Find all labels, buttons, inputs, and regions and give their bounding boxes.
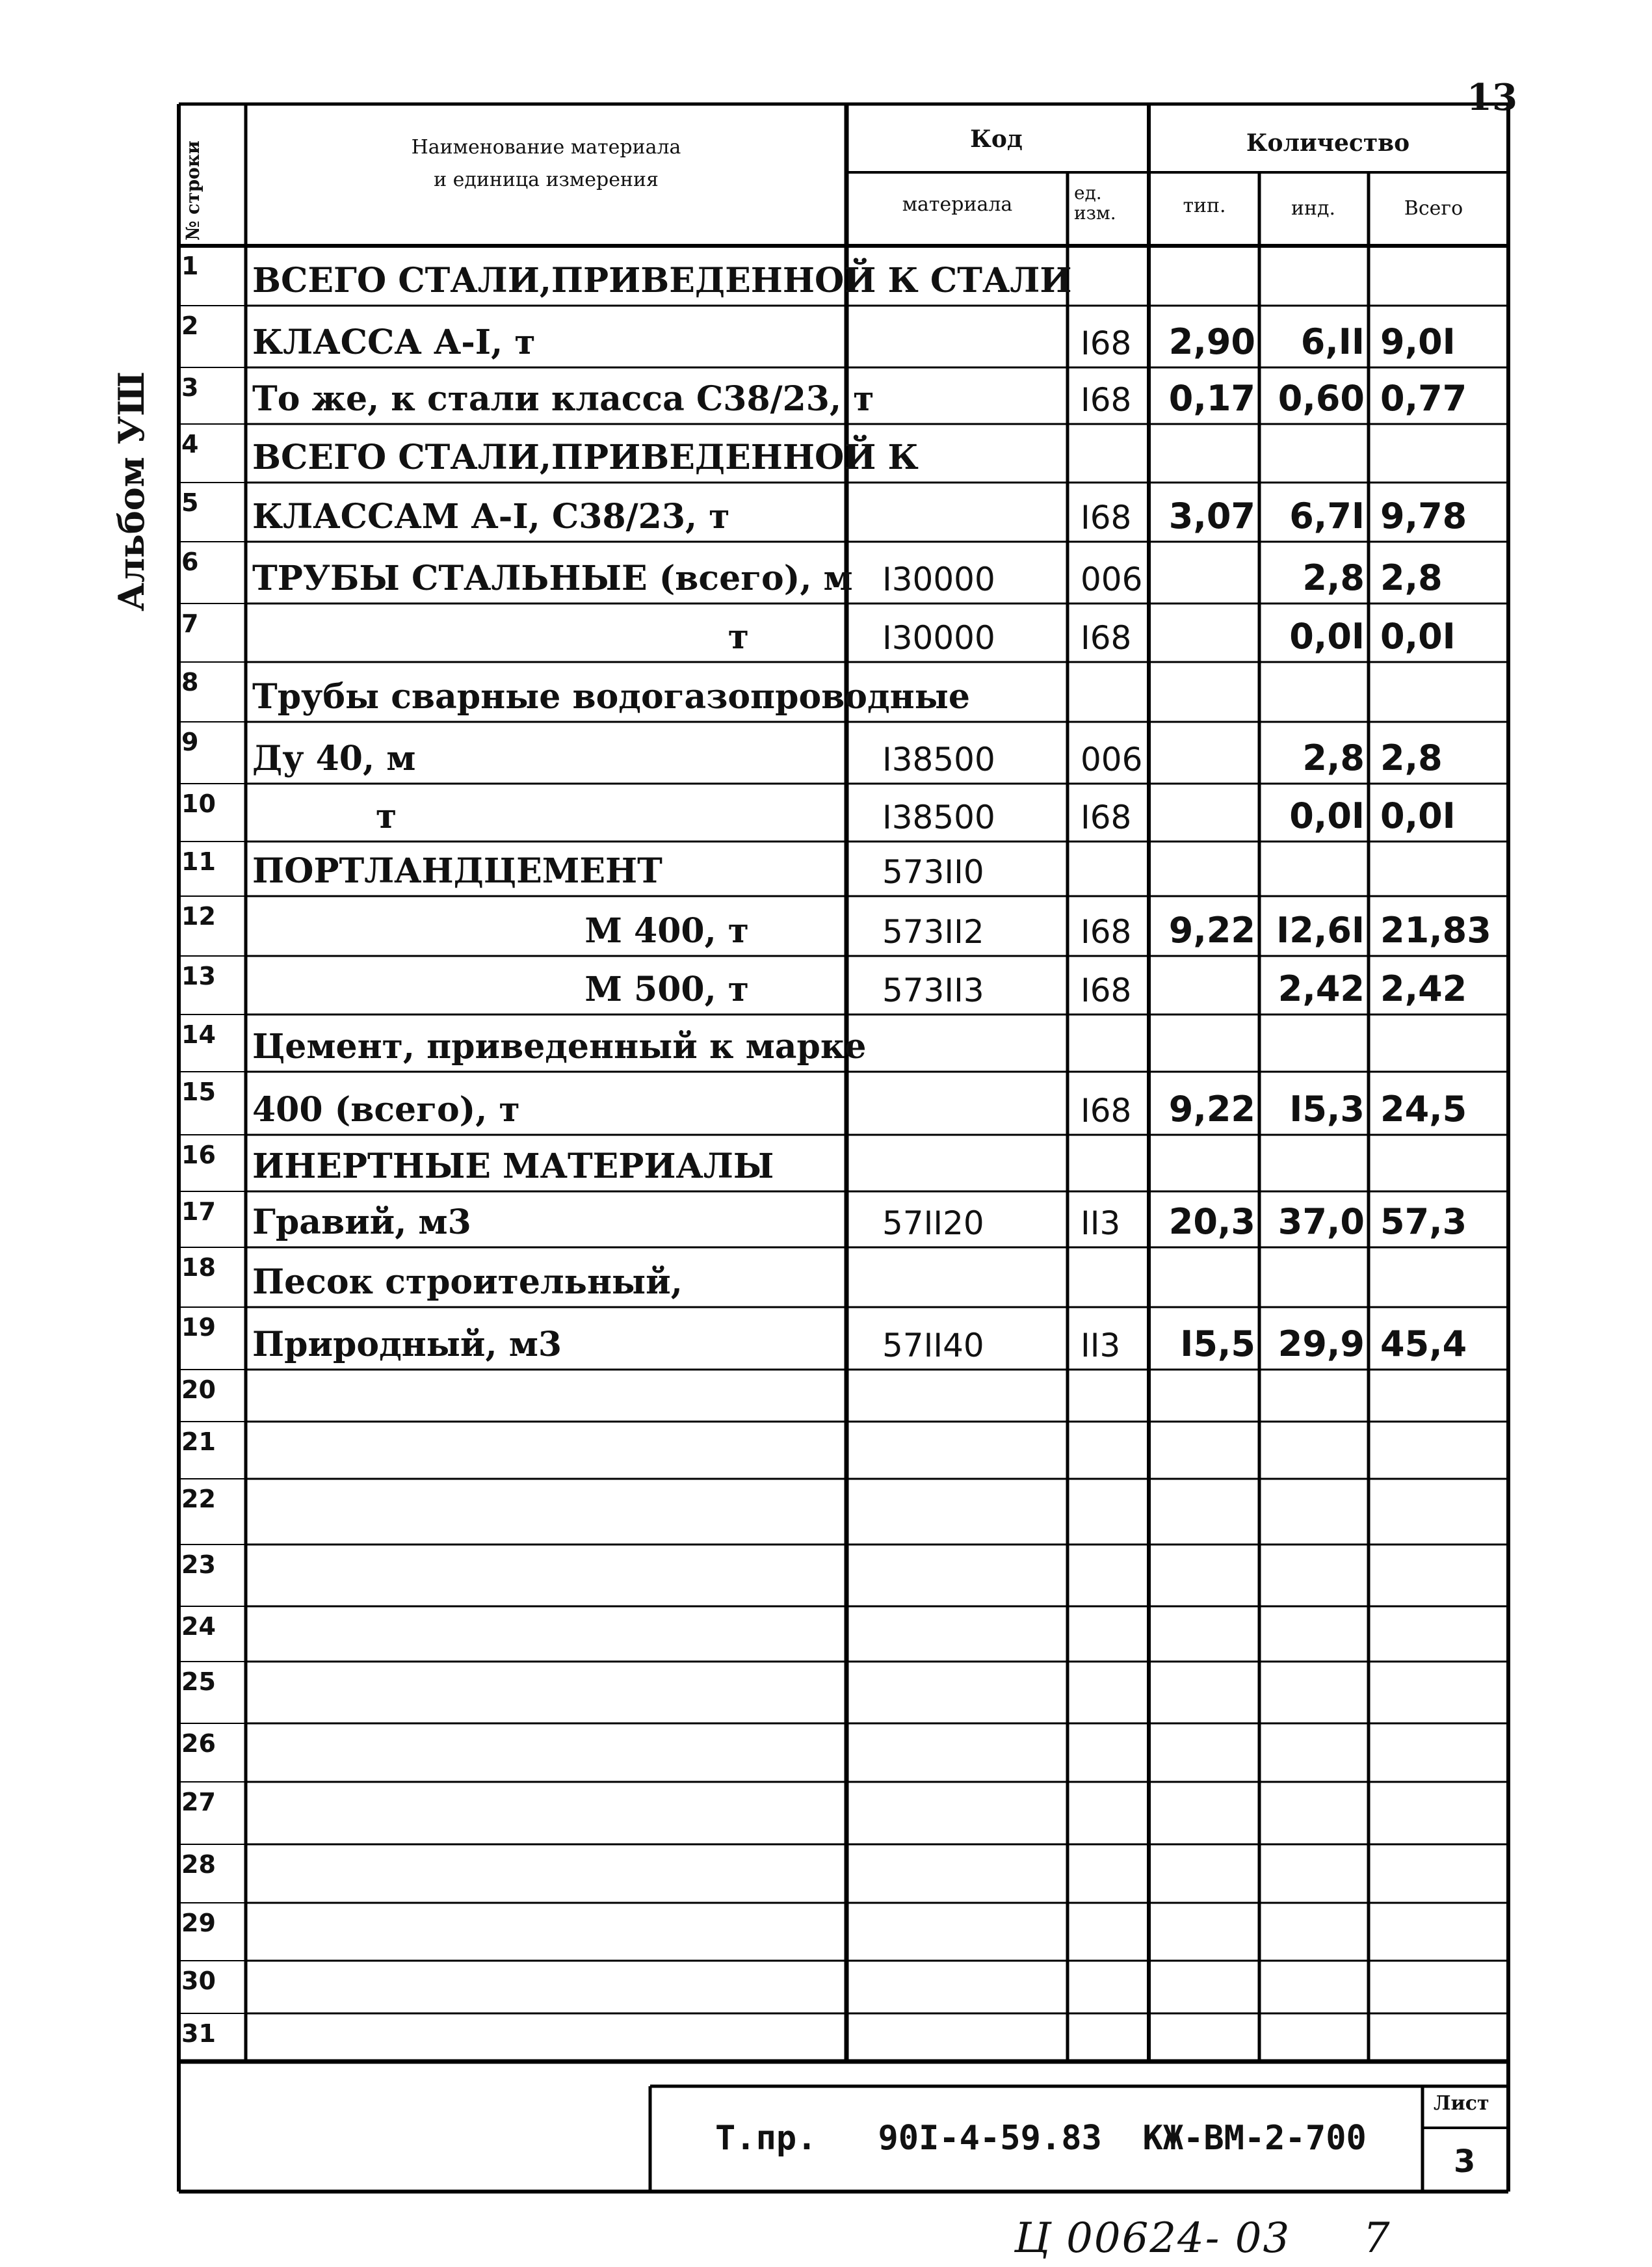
row-number: 19 <box>181 1313 216 1342</box>
row-qty-ind: 0,0I <box>1289 795 1365 836</box>
row-number: 5 <box>181 488 199 517</box>
row-number: 2 <box>181 312 199 340</box>
row-number: 27 <box>181 1788 216 1816</box>
row-number: 16 <box>181 1141 216 1169</box>
row-material-code: 573II3 <box>882 972 984 1009</box>
row-material-name: Гравий, м3 <box>252 1202 471 1242</box>
sheet-label: Лист <box>1434 2092 1489 2115</box>
row-material-name: М 400, т <box>584 911 749 951</box>
row-number: 7 <box>181 609 199 638</box>
row-qty-ind: 2,8 <box>1302 557 1365 598</box>
album-label: Альбом УШ <box>111 371 152 611</box>
row-qty-ind: 29,9 <box>1278 1323 1365 1364</box>
row-qty-ind: 37,0 <box>1278 1201 1365 1242</box>
row-material-name: Природный, м3 <box>252 1325 562 1364</box>
row-number: 21 <box>181 1427 216 1456</box>
row-number: 26 <box>181 1729 216 1758</box>
row-qty-ind: 6,7I <box>1289 496 1365 537</box>
row-qty-typ: I5,5 <box>1180 1323 1255 1364</box>
row-unit-code: II3 <box>1081 1327 1121 1364</box>
row-qty-typ: 9,22 <box>1168 910 1255 951</box>
row-number: 25 <box>181 1667 216 1696</box>
row-material-name: КЛАССА А-I, т <box>252 323 536 362</box>
row-unit-code: I68 <box>1081 913 1132 951</box>
row-qty-total: 0,0I <box>1380 616 1456 657</box>
row-qty-typ: 9,22 <box>1168 1089 1255 1130</box>
header-row-number: № строки <box>182 140 203 241</box>
row-number: 18 <box>181 1253 216 1282</box>
row-material-code: 573II2 <box>882 913 984 951</box>
row-number: 6 <box>181 548 199 576</box>
row-qty-total: 2,8 <box>1380 737 1443 778</box>
row-qty-total: 9,78 <box>1380 496 1467 537</box>
header-quantity: Количество <box>1246 129 1410 157</box>
row-qty-typ: 2,90 <box>1168 321 1255 362</box>
row-qty-total: 45,4 <box>1380 1323 1467 1364</box>
row-material-code: 57II40 <box>882 1327 984 1364</box>
row-number: 20 <box>181 1375 216 1404</box>
row-material-name: ИНЕРТНЫЕ МАТЕРИАЛЫ <box>252 1147 774 1186</box>
row-unit-code: I68 <box>1081 972 1132 1009</box>
row-material-name: т <box>728 617 749 657</box>
row-unit-code: I68 <box>1081 499 1132 537</box>
row-qty-total: 2,8 <box>1380 557 1443 598</box>
row-number: 29 <box>181 1909 216 1937</box>
row-number: 12 <box>181 902 216 931</box>
row-number: 10 <box>181 789 216 818</box>
row-material-name: ТРУБЫ СТАЛЬНЫЕ (всего), м <box>252 559 853 598</box>
sheet-number: 3 <box>1454 2143 1476 2180</box>
row-unit-code: I68 <box>1081 325 1132 362</box>
row-number: 13 <box>181 962 216 990</box>
row-qty-total: 0,0I <box>1380 795 1456 836</box>
row-unit-code: 006 <box>1081 741 1143 778</box>
row-number: 22 <box>181 1485 216 1513</box>
row-material-code: I30000 <box>882 561 995 598</box>
row-material-name: КЛАССАМ А-I, С38/23, т <box>252 497 730 537</box>
row-qty-total: 2,42 <box>1380 968 1467 1009</box>
row-qty-ind: 0,60 <box>1278 378 1365 419</box>
row-qty-typ: 0,17 <box>1168 378 1255 419</box>
row-material-code: I38500 <box>882 799 995 836</box>
row-number: 8 <box>181 668 199 696</box>
row-qty-ind: 6,II <box>1300 321 1365 362</box>
row-unit-code: I68 <box>1081 381 1132 419</box>
row-qty-ind: 2,8 <box>1302 737 1365 778</box>
header-quantity-typ: тип. <box>1183 194 1226 217</box>
row-number: 4 <box>181 430 199 458</box>
header-name-line1: Наименование материала <box>411 136 681 159</box>
row-qty-total: 24,5 <box>1380 1089 1467 1130</box>
header-code: Код <box>970 126 1023 153</box>
row-material-code: I30000 <box>882 619 995 657</box>
row-number: 9 <box>181 728 199 756</box>
row-number: 24 <box>181 1612 216 1641</box>
row-material-name: Трубы сварные водогазопроводные <box>252 677 970 717</box>
row-qty-total: 9,0I <box>1380 321 1456 362</box>
header-quantity-ind: инд. <box>1291 197 1335 220</box>
header-quantity-total: Всего <box>1404 197 1463 220</box>
row-number: 3 <box>181 373 199 402</box>
header-code-unit: ед. изм. <box>1074 182 1116 224</box>
row-number: 1 <box>181 252 199 280</box>
row-qty-ind: I2,6I <box>1276 910 1365 951</box>
row-qty-ind: 0,0I <box>1289 616 1365 657</box>
row-unit-code: II3 <box>1081 1204 1121 1242</box>
row-material-name: М 500, т <box>584 970 749 1009</box>
row-material-name: ПОРТЛАНДЦЕМЕНТ <box>252 851 662 891</box>
row-material-name: ВСЕГО СТАЛИ,ПРИВЕДЕННОЙ К СТАЛИ <box>252 261 1072 300</box>
row-qty-ind: I5,3 <box>1289 1089 1365 1130</box>
row-number: 17 <box>181 1197 216 1226</box>
row-qty-total: 0,77 <box>1380 378 1467 419</box>
row-number: 15 <box>181 1078 216 1106</box>
row-qty-total: 21,83 <box>1380 910 1491 951</box>
row-material-name: 400 (всего), т <box>252 1090 520 1130</box>
row-number: 14 <box>181 1020 216 1049</box>
row-qty-total: 57,3 <box>1380 1201 1467 1242</box>
row-number: 28 <box>181 1850 216 1879</box>
row-material-code: I38500 <box>882 741 995 778</box>
row-material-name: То же, к стали класса С38/23, т <box>252 379 874 419</box>
header-code-material: материала <box>902 193 1013 216</box>
row-material-code: 573II0 <box>882 853 984 891</box>
row-qty-typ: 20,3 <box>1168 1201 1255 1242</box>
row-number: 11 <box>181 847 216 876</box>
row-material-name: т <box>376 797 397 836</box>
row-unit-code: I68 <box>1081 799 1132 836</box>
row-number: 23 <box>181 1550 216 1579</box>
row-qty-typ: 3,07 <box>1168 496 1255 537</box>
row-unit-code: I68 <box>1081 619 1132 657</box>
row-unit-code: 006 <box>1081 561 1143 598</box>
row-qty-ind: 2,42 <box>1278 968 1365 1009</box>
row-number: 30 <box>181 1967 216 1995</box>
document-designation: Т.пр. 90I-4-59.83 КЖ-ВМ-2-700 <box>715 2119 1367 2158</box>
row-material-name: Песок строительный, <box>252 1262 683 1302</box>
row-number: 31 <box>181 2019 216 2048</box>
row-material-code: 57II20 <box>882 1204 984 1242</box>
handwritten-inventory-note: Ц 00624- 03 7 <box>1014 2214 1391 2262</box>
row-material-name: Ду 40, м <box>252 739 416 778</box>
row-material-name: ВСЕГО СТАЛИ,ПРИВЕДЕННОЙ К <box>252 438 919 477</box>
row-material-name: Цемент, приведенный к марке <box>252 1027 867 1067</box>
page-number: 13 <box>1467 76 1517 119</box>
header-name-line2: и единица измерения <box>434 168 659 191</box>
row-unit-code: I68 <box>1081 1092 1132 1130</box>
